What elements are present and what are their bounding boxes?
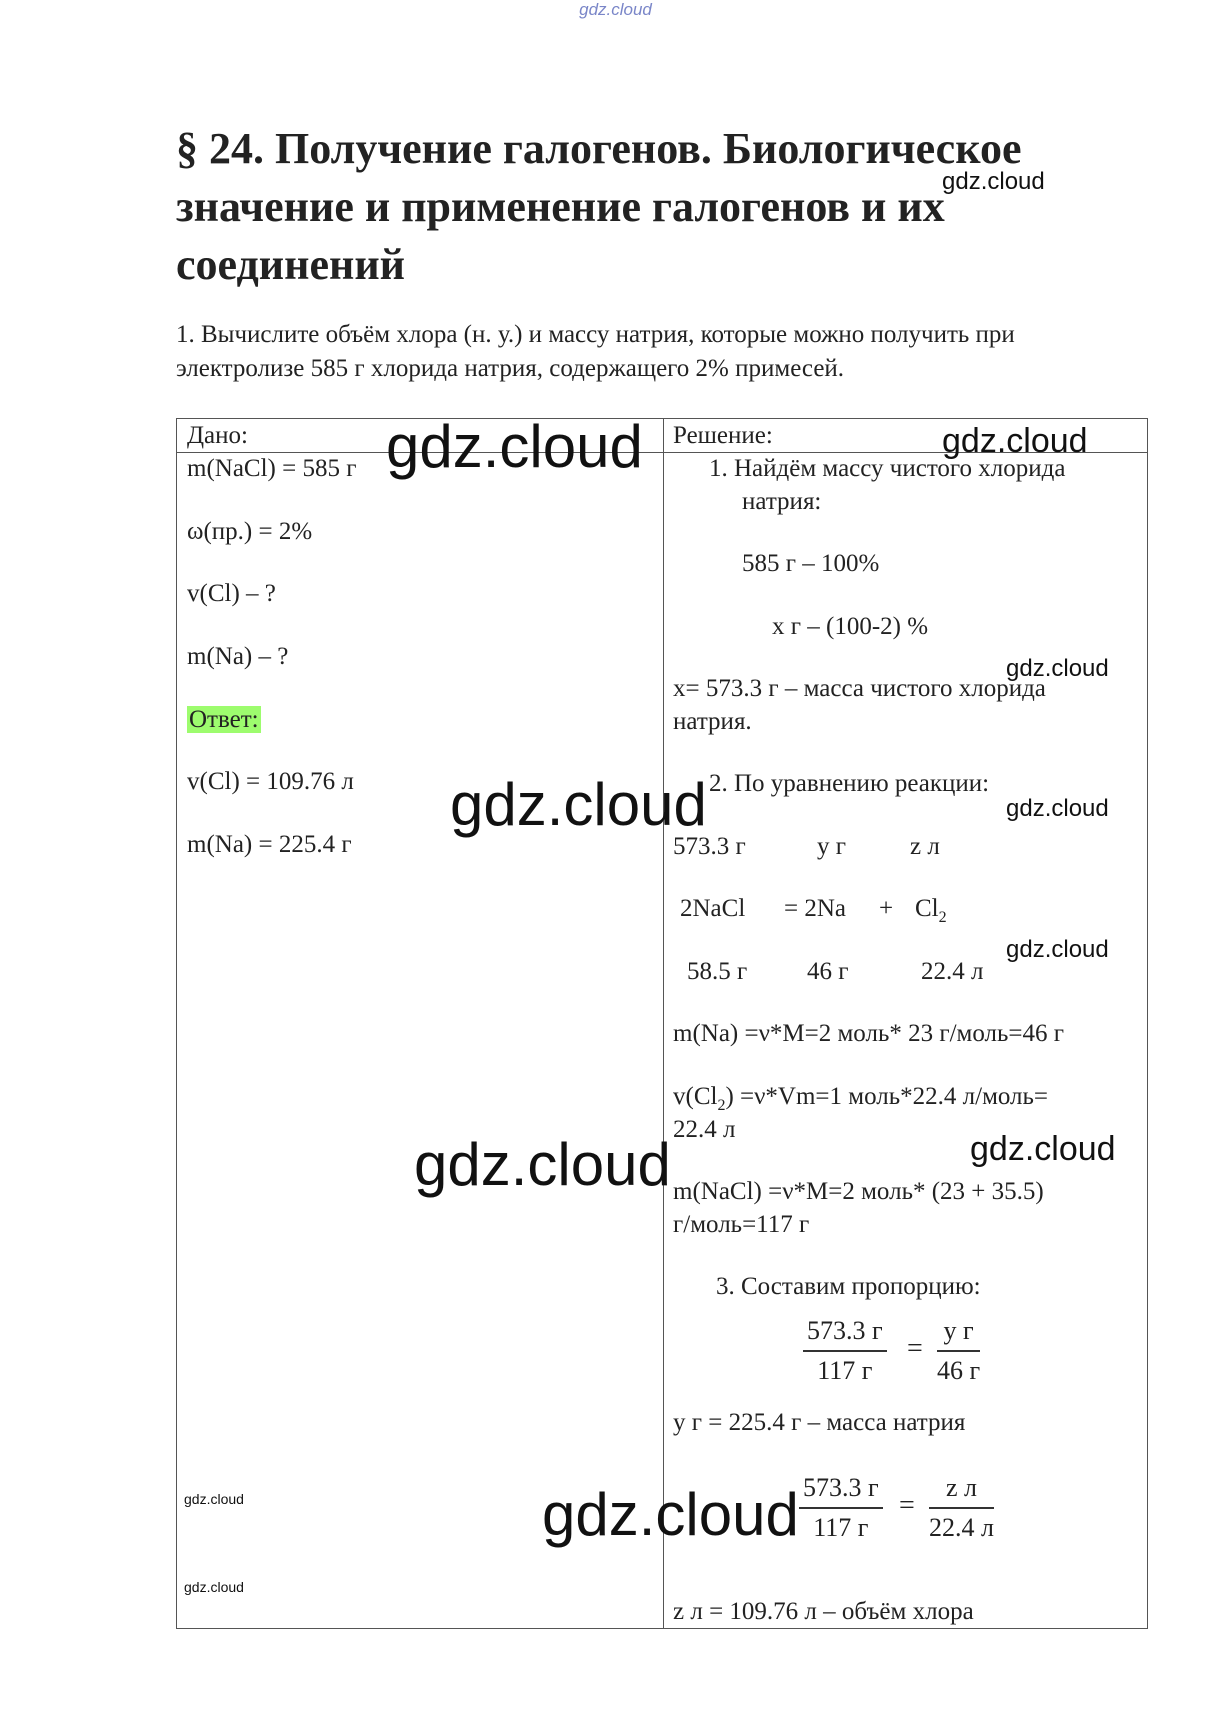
watermark: gdz.cloud: [450, 771, 707, 838]
given-line: m(NaCl) = 585 г: [187, 455, 357, 482]
watermark: gdz.cloud: [184, 1491, 244, 1507]
given-line: m(Na) – ?: [187, 643, 289, 670]
eq-cl: [915, 892, 947, 934]
result-z: z л = 109.76 л – объём хлора: [673, 1598, 974, 1625]
fraction-numerator: 573.3 г: [803, 1312, 887, 1352]
calc-cl-cont: 22.4 л: [673, 1116, 736, 1143]
proportion-1a: 585 г – 100%: [742, 550, 880, 577]
proportion-1b: x г – (100-2) %: [772, 613, 929, 640]
eq-cl-subscript: 2: [938, 909, 947, 926]
watermark: gdz.cloud: [970, 1130, 1116, 1168]
watermark: gdz.cloud: [386, 413, 643, 480]
fraction-2-left: [799, 1469, 883, 1547]
eq-top-1: 573.3 г: [673, 833, 746, 860]
eq-plus: +: [879, 895, 894, 922]
fraction-denominator: 117 г: [817, 1356, 873, 1385]
eq-top-3: z л: [910, 833, 940, 860]
page-title: § 24. Получение галогенов. Биологическое значение и применение галогенов и их соединений: [176, 124, 1022, 289]
task-text: 1. Вычислите объём хлора (н. у.) и массу натрия, которые можно получить при электролизе 585 г хлорида натрия, содержащего 2% примесей.: [176, 321, 1015, 382]
watermark: gdz.cloud: [184, 1579, 244, 1595]
answer-highlight: Ответ:: [189, 706, 259, 733]
step-3: 3. Составим пропорцию:: [716, 1273, 981, 1300]
result-1-cont: натрия.: [673, 708, 752, 735]
watermark-top: gdz.cloud: [579, 0, 652, 19]
step-2: 2. По уравнению реакции:: [709, 770, 990, 797]
fraction-numerator: 573.3 г: [799, 1469, 883, 1509]
answer-label: [187, 703, 261, 736]
fraction-denominator: 46 г: [937, 1356, 981, 1385]
eq-bottom-2: 46 г: [807, 958, 849, 985]
fraction-denominator: 117 г: [813, 1513, 869, 1542]
fraction-1-left: [803, 1312, 887, 1390]
fraction-2-equals: =: [899, 1490, 915, 1521]
watermark: gdz.cloud: [942, 422, 1088, 460]
result-y: y г = 225.4 г – масса натрия: [673, 1409, 966, 1436]
eq-bottom-3: 22.4 л: [921, 958, 984, 985]
watermark: gdz.cloud: [542, 1481, 799, 1548]
watermark: gdz.cloud: [942, 168, 1045, 195]
result-1: x= 573.3 г – масса чистого хлорида: [673, 675, 1046, 702]
calc-nacl-cont: г/моль=117 г: [673, 1211, 810, 1238]
solution-table: [176, 418, 1148, 1629]
fraction-numerator: z л: [929, 1469, 994, 1509]
fraction-1-right: [937, 1312, 980, 1390]
fraction-numerator: y г: [937, 1312, 980, 1352]
calc-cl-part-a: v(Cl: [673, 1083, 718, 1110]
answer-line: v(Cl) = 109.76 л: [187, 768, 354, 795]
fraction-denominator: 22.4 л: [929, 1513, 994, 1542]
eq-bottom-1: 58.5 г: [687, 958, 748, 985]
eq-cl-symbol: Cl: [915, 895, 939, 922]
watermark: gdz.cloud: [1006, 795, 1109, 822]
watermark: gdz.cloud: [1006, 936, 1109, 963]
given-line: v(Cl) – ?: [187, 580, 276, 607]
calc-cl-part-b: ) =ν*Vm=1 моль*22.4 л/моль=: [725, 1083, 1049, 1110]
eq-mid: = 2Na: [784, 895, 846, 922]
fraction-2-right: [929, 1469, 994, 1547]
calc-na: m(Na) =ν*M=2 моль* 23 г/моль=46 г: [673, 1020, 1065, 1047]
eq-top-2: y г: [817, 833, 847, 860]
answer-line: m(Na) = 225.4 г: [187, 831, 352, 858]
watermark: gdz.cloud: [1006, 655, 1109, 682]
fraction-1-equals: =: [907, 1333, 923, 1364]
calc-nacl: m(NaCl) =ν*M=2 моль* (23 + 35.5): [673, 1178, 1044, 1205]
step-1-cont: натрия:: [742, 488, 822, 515]
eq-left: 2NaCl: [680, 895, 746, 922]
step-1: 1. Найдём массу чистого хлорида: [709, 455, 1066, 482]
calc-cl-subscript: 2: [717, 1097, 726, 1114]
given-line: ω(пр.) = 2%: [187, 518, 313, 545]
watermark: gdz.cloud: [414, 1131, 671, 1198]
solution-header: Решение:: [673, 422, 773, 449]
column-divider: [663, 419, 664, 1628]
given-header: Дано:: [187, 422, 248, 449]
